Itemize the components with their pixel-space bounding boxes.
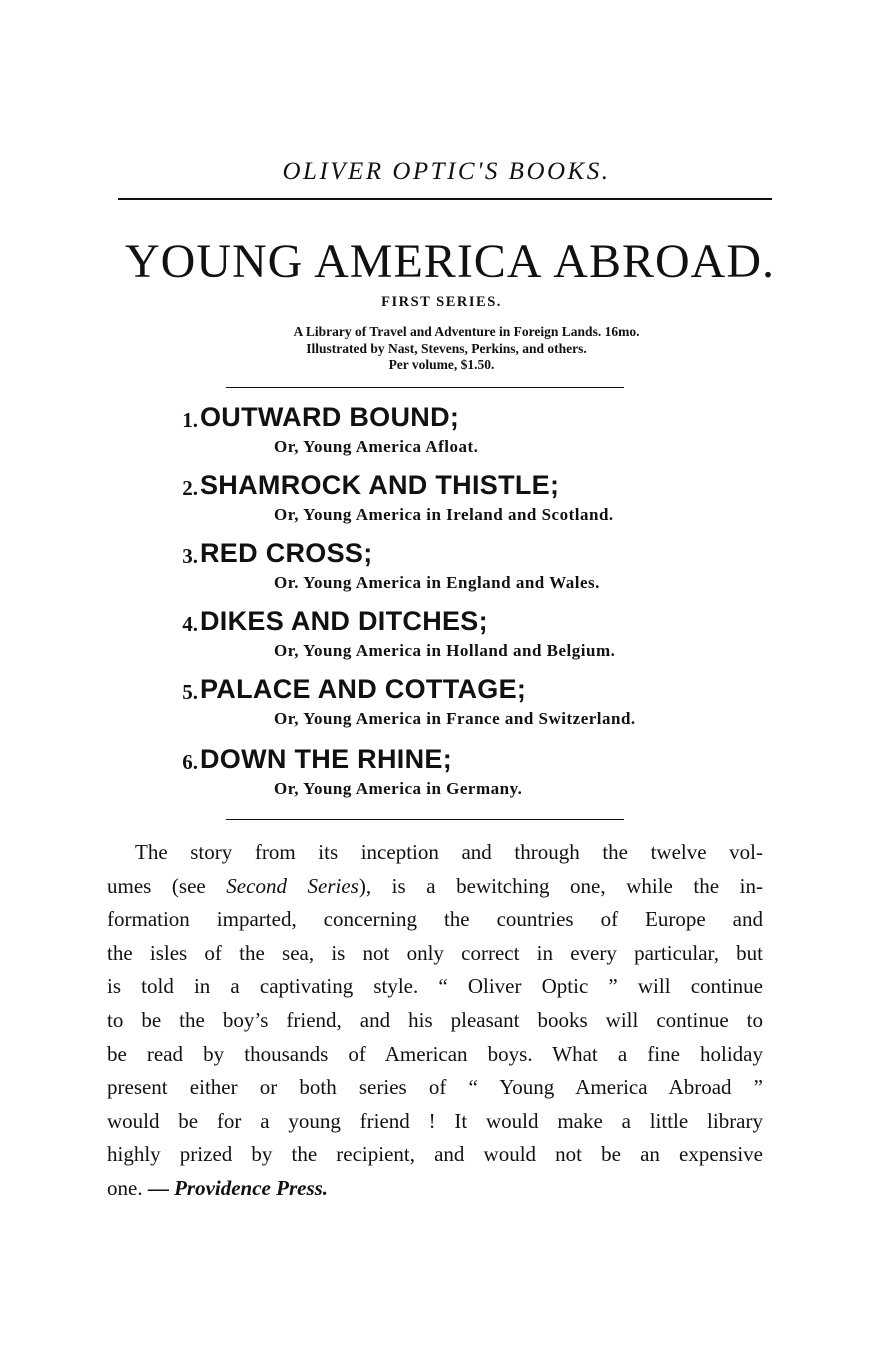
book-number: 5. (182, 680, 198, 704)
review-text: one. (107, 1175, 143, 1200)
info-line-illustrators: Illustrated by Nast, Stevens, Perkins, and others. (306, 341, 587, 356)
review-line: highly prized by the recipient, and would not be an expensive (107, 1142, 763, 1167)
book-entry (150, 606, 790, 674)
book-subtitle: Or, Young America in Ireland and Scotland. (274, 505, 614, 524)
book-subtitle: Or, Young America Afloat. (274, 437, 479, 456)
book-title: DIKES AND DITCHES; (200, 606, 488, 636)
review-line: would be for a young friend ! It would make a little library (107, 1108, 763, 1133)
review-paragraph (107, 836, 763, 1206)
book-number: 1. (182, 408, 198, 432)
section-rule (226, 387, 624, 388)
main-title-word: AMERICA (314, 235, 543, 288)
main-title-word: YOUNG (125, 235, 304, 288)
review-line: formation imparted, concerning the countries of Europe and (107, 907, 763, 932)
main-title (125, 234, 775, 290)
book-entry (150, 538, 790, 606)
review-line (107, 1172, 763, 1206)
review-italic-text: Second Series (226, 873, 359, 898)
book-entry (150, 744, 790, 812)
book-entry (150, 402, 790, 470)
book-subtitle: Or, Young America in France and Switzerland. (274, 709, 636, 728)
book-number: 6. (182, 750, 198, 774)
book-title: OUTWARD BOUND; (200, 402, 460, 432)
book-number: 3. (182, 544, 198, 568)
review-line: the isles of the sea, is not only correct in every particular, but (107, 940, 763, 965)
review-text: umes (see (107, 873, 227, 898)
header-rule (118, 198, 772, 200)
book-number: 4. (182, 612, 198, 636)
info-line-library: A Library of Travel and Adventure in Foreign Lands. 16mo. (293, 324, 640, 339)
credit-dash: — (142, 1175, 175, 1200)
running-head: OLIVER OPTIC'S BOOKS. (282, 158, 611, 185)
book-subtitle: Or, Young America in Holland and Belgium. (274, 641, 616, 660)
info-line-price: Per volume, $1.50. (388, 357, 495, 372)
book-title: RED CROSS; (200, 538, 373, 568)
book-subtitle: Or, Young America in Germany. (274, 779, 523, 798)
review-line: to be the boy’s friend, and his pleasant books will continue to (107, 1007, 763, 1032)
main-title-word: ABROAD. (553, 235, 775, 288)
section-rule (226, 819, 624, 820)
book-entry (150, 674, 790, 742)
review-credit: Providence Press. (174, 1175, 329, 1200)
series-label: FIRST SERIES. (381, 294, 502, 310)
review-line: be read by thousands of American boys. What a fine holiday (107, 1041, 763, 1066)
review-text: ), is a bewitching one, while the in- (358, 873, 763, 898)
book-title: PALACE AND COTTAGE; (200, 674, 527, 704)
book-subtitle: Or. Young America in England and Wales. (274, 573, 600, 592)
review-line: is told in a captivating style. “ Oliver Optic ” will continue (107, 974, 763, 999)
review-line (107, 870, 763, 904)
book-number: 2. (182, 476, 198, 500)
book-title: DOWN THE RHINE; (200, 744, 452, 774)
review-line: The story from its inception and through the twelve vol- (135, 840, 763, 864)
book-title: SHAMROCK AND THISTLE; (200, 470, 560, 500)
book-entry (150, 470, 790, 538)
review-line: present either or both series of “ Young America Abroad ” (107, 1075, 763, 1100)
